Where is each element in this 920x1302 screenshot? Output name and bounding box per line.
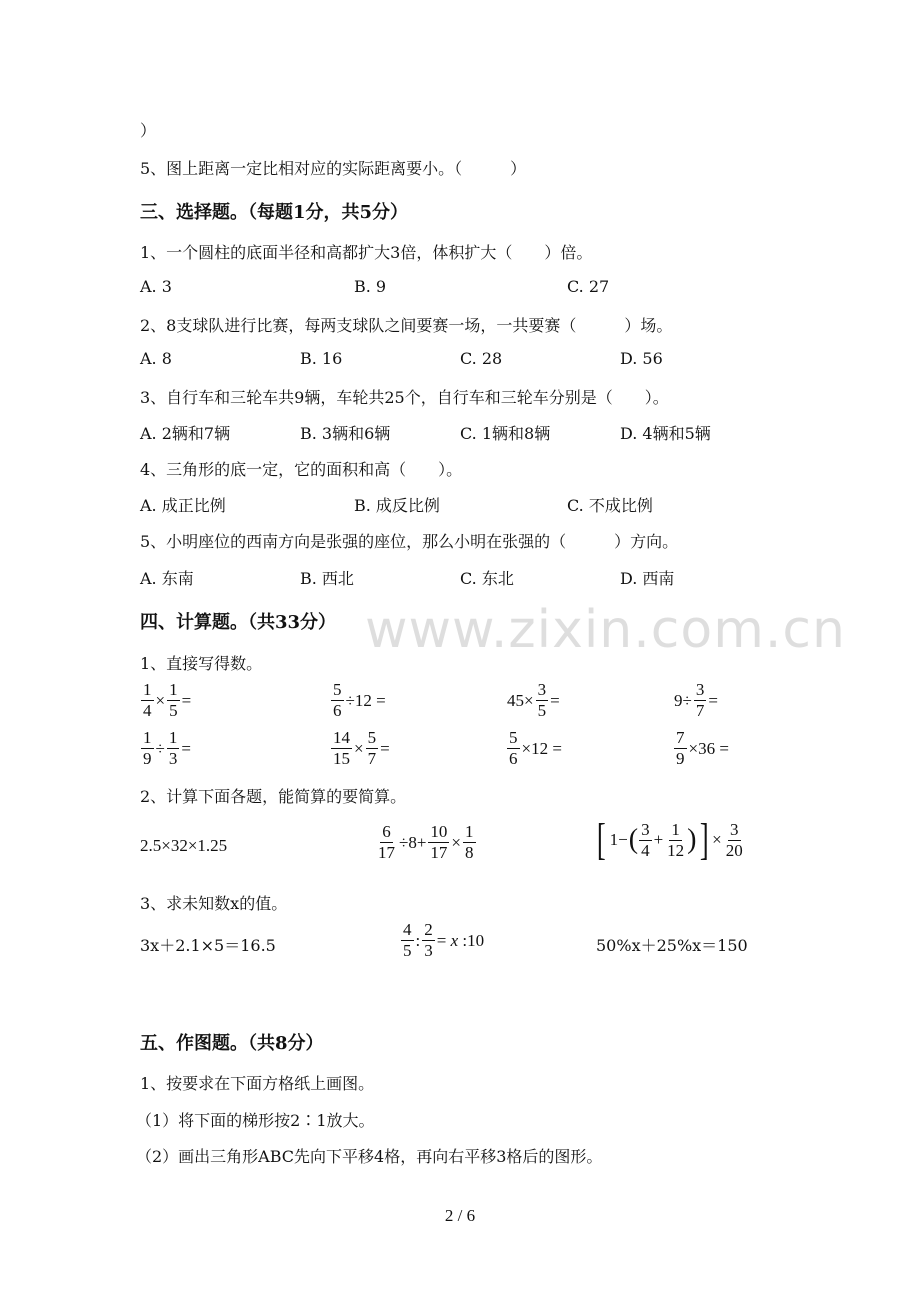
q5-option-c: C. 东北 — [460, 569, 514, 588]
calc-expr-6: $\frac{14}{15}$ × $\frac{5}{7}$ = — [333, 728, 390, 768]
simplify-expr-2: $\frac{6}{17}$ ÷8+ $\frac{10}{17}$ × $\frac{1}{8}$ — [378, 822, 474, 862]
q2-option-c: C. 28 — [460, 349, 503, 368]
q5-option-b: B. 西北 — [300, 569, 354, 588]
equation-2: $\frac{4}{5}$ : $\frac{2}{3}$ = x :10 — [403, 920, 485, 960]
top-paren: ） — [140, 121, 157, 140]
q5-text: 5、小明座位的西南方向是张强的座位，那么小明在张强的（ ）方向。 — [140, 532, 679, 551]
tf-item-5: 5、图上距离一定比相对应的实际距离要小。（ ） — [140, 159, 527, 178]
calc-part2-label: 2、计算下面各题，能简算的要简算。 — [140, 787, 407, 806]
q5-option-a: A. 东南 — [140, 569, 194, 588]
calc-expr-8: $\frac{7}{9}$ ×36 = — [676, 728, 729, 768]
q2-text: 2、8支球队进行比赛，每两支球队之间要赛一场，一共要赛（ ）场。 — [140, 316, 673, 335]
q3-option-b: B. 3辆和6辆 — [300, 424, 391, 443]
calc-expr-3: 45× $\frac{3}{5}$ = — [507, 680, 560, 720]
calc-part1-label: 1、直接写得数。 — [140, 654, 263, 673]
simplify-expr-1: 2.5×32×1.25 — [140, 836, 228, 855]
drawing-task-1: 1、按要求在下面方格纸上画图。 — [140, 1074, 375, 1093]
q2-option-a: A. 8 — [140, 349, 172, 368]
calc-expr-7: $\frac{5}{6}$ ×12 = — [509, 728, 562, 768]
calc-part3-label: 3、求未知数x的值。 — [140, 894, 288, 913]
q1-text: 1、一个圆柱的底面半径和高都扩大3倍，体积扩大（ ）倍。 — [140, 243, 593, 262]
simplify-expr-3: [ 1− ( $\frac{3}{4}$ + $\frac{1}{12}$ ) ] × $\frac{3}{20}$ — [596, 815, 743, 864]
calc-expr-2: $\frac{5}{6}$ ÷12 = — [333, 680, 386, 720]
q4-option-a: A. 成正比例 — [140, 496, 226, 515]
q4-text: 4、三角形的底一定，它的面积和高（ ）。 — [140, 460, 463, 479]
drawing-subtask-2: （2）画出三角形ABC先向下平移4格，再向右平移3格后的图形。 — [136, 1147, 603, 1166]
q1-option-b: B. 9 — [354, 277, 387, 296]
page-number: 2 / 6 — [444, 1206, 476, 1225]
q2-option-d: D. 56 — [620, 349, 663, 368]
watermark: www.zixin.com.cn — [365, 600, 846, 660]
q3-option-c: C. 1辆和8辆 — [460, 424, 551, 443]
section4-title: 四、计算题。（共33分） — [140, 612, 337, 633]
calc-expr-1: $\frac{1}{4}$ × $\frac{1}{5}$ = — [143, 680, 192, 720]
equation-3: 50%x＋25%x＝150 — [596, 936, 748, 955]
q3-option-a: A. 2辆和7辆 — [140, 424, 231, 443]
q3-text: 3、自行车和三轮车共9辆，车轮共25个，自行车和三轮车分别是（ ）。 — [140, 388, 669, 407]
q3-option-d: D. 4辆和5辆 — [620, 424, 711, 443]
section3-title: 三、选择题。（每题1分，共5分） — [140, 202, 409, 223]
drawing-subtask-1: （1）将下面的梯形按2∶1放大。 — [136, 1111, 375, 1130]
q5-option-d: D. 西南 — [620, 569, 675, 588]
section5-title: 五、作图题。（共8分） — [140, 1033, 324, 1054]
q1-option-c: C. 27 — [567, 277, 610, 296]
calc-expr-5: $\frac{1}{9}$ ÷ $\frac{1}{3}$ = — [143, 728, 191, 768]
q4-option-c: C. 不成比例 — [567, 496, 653, 515]
equation-1: 3x＋2.1×5＝16.5 — [140, 936, 276, 955]
calc-expr-4: 9÷ $\frac{3}{7}$ = — [674, 680, 718, 720]
q2-option-b: B. 16 — [300, 349, 343, 368]
q1-option-a: A. 3 — [140, 277, 172, 296]
q4-option-b: B. 成反比例 — [354, 496, 440, 515]
